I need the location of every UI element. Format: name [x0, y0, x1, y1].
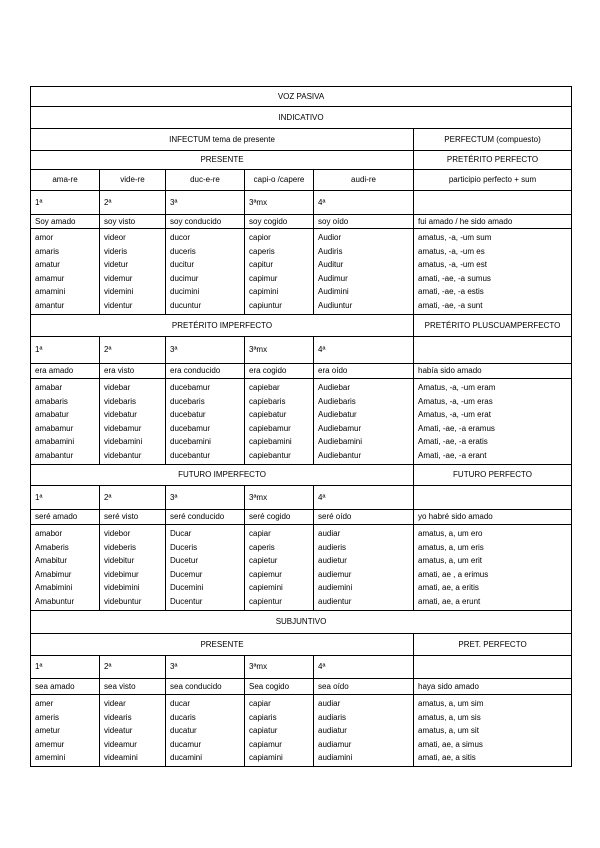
verb-form: audiamur — [318, 739, 352, 749]
forms-column — [245, 229, 314, 315]
perfect-tense-heading: FUTURO PERFECTO — [414, 465, 572, 486]
verb-form: capiebamini — [249, 437, 292, 447]
verb-form: ducamini — [170, 753, 203, 763]
indicativo-row — [31, 107, 572, 129]
conjugation-number: 1ª — [31, 656, 100, 679]
verb-form: Ducemur — [170, 569, 203, 579]
participio-heading: participio perfecto + sum — [414, 170, 572, 191]
forms-column — [100, 695, 166, 767]
page-title: VOZ PASIVA — [31, 87, 572, 107]
conjugation-number: 3ª — [166, 656, 245, 679]
translation-cell: sea amado — [31, 679, 100, 695]
translation-cell: sea visto — [100, 679, 166, 695]
verb-form: videbantur — [104, 450, 142, 460]
verb-form: Audiebar — [318, 383, 351, 392]
translation-cell: soy oído — [314, 215, 414, 229]
verb-form: amemur — [35, 739, 65, 749]
verb-form: Audiuntur — [318, 300, 353, 310]
empty-cell — [414, 191, 572, 215]
verb-form: videntur — [104, 300, 133, 310]
translation-row — [31, 364, 572, 379]
forms-column — [166, 379, 245, 465]
translation-cell: era visto — [100, 364, 166, 379]
verb-form: capiebar — [249, 383, 280, 392]
empty-cell — [414, 656, 572, 679]
conjugation-number-row — [31, 486, 572, 510]
verb-form: capiar — [249, 529, 271, 538]
translation-cell: Soy amado — [31, 215, 100, 229]
forms-column — [100, 525, 166, 611]
verb-form: ducebamini — [170, 437, 211, 447]
verb-form: Audiebatur — [318, 410, 357, 420]
conjugation-number-row — [31, 656, 572, 679]
conjugation-number: 3ªmx — [245, 486, 314, 510]
conjugation-number: 2ª — [100, 486, 166, 510]
verb-form: amabantur — [35, 450, 74, 460]
conjugation-number: 3ªmx — [245, 656, 314, 679]
verb-form: videamini — [104, 753, 138, 763]
verb-form: ducor — [170, 233, 191, 242]
verb-form: ameris — [35, 712, 60, 722]
verb-form: videor — [104, 233, 126, 242]
verb-form: Ducar — [170, 529, 192, 538]
infectum-heading: INFECTUM tema de presente — [31, 129, 414, 151]
translation-cell: soy conducido — [166, 215, 245, 229]
verb-form: Auditur — [318, 260, 344, 270]
subjuntivo-row — [31, 611, 572, 634]
translation-cell: era amado — [31, 364, 100, 379]
verb-form: amatur — [35, 260, 60, 270]
perfect-tense-heading: PRET. PERFECTO — [414, 634, 572, 656]
verb-form: amantur — [35, 300, 65, 310]
verb-form: Amabimur — [35, 569, 72, 579]
conjugation-number: 3ªmx — [245, 337, 314, 364]
verb-form: capiemini — [249, 583, 283, 593]
verb-form: ducimini — [170, 287, 200, 297]
verb-form: videmur — [104, 273, 133, 283]
verb-form: Amatus, -a, -um erat — [418, 410, 491, 420]
translation-cell: era cogido — [245, 364, 314, 379]
conjugation-number: 3ª — [166, 486, 245, 510]
verb-form: Amatus, -a, -um eram — [418, 383, 496, 392]
verb-form: audiatur — [318, 726, 347, 736]
translation-cell: seré conducido — [166, 510, 245, 525]
forms-row — [31, 695, 572, 767]
verb-form: Amaberis — [35, 542, 69, 552]
verb-form: audietur — [318, 556, 347, 566]
conjugation-number: 4ª — [314, 656, 414, 679]
verb-form: capiebamur — [249, 423, 291, 433]
empty-cell — [414, 486, 572, 510]
verb-form: amatus, -a, -um sum — [418, 233, 492, 242]
conjugation-infinitive: audi-re — [314, 170, 414, 191]
verb-form: caperis — [249, 542, 275, 552]
verb-form: Audiebantur — [318, 450, 362, 460]
verb-form: amabamini — [35, 437, 75, 447]
translation-cell: seré amado — [31, 510, 100, 525]
verb-form: ducatur — [170, 726, 197, 736]
verb-form: videbaris — [104, 396, 137, 406]
verb-form: Audior — [318, 233, 342, 242]
conjugation-number-row — [31, 337, 572, 364]
conjugation-number: 3ª — [166, 337, 245, 364]
conjugation-number: 1ª — [31, 191, 100, 215]
verb-form: Ducentur — [170, 596, 203, 606]
verb-form: amati, -ae, -a sunt — [418, 300, 483, 310]
forms-column — [414, 379, 572, 465]
forms-column — [166, 525, 245, 611]
verb-form: amamini — [35, 287, 66, 297]
verb-form: Audiebamini — [318, 437, 363, 447]
perfect-tense-heading: PRETÉRITO PERFECTO — [414, 151, 572, 170]
verb-form: amatus, a, um sim — [418, 699, 484, 708]
translation-cell: seré cogido — [245, 510, 314, 525]
verb-form: ducebaris — [170, 396, 205, 406]
verb-form: audiar — [318, 529, 341, 538]
section-header-row — [31, 634, 572, 656]
verb-form: amatus, -a, -um es — [418, 246, 485, 256]
verb-form: ducar — [170, 699, 191, 708]
verb-form: Audiebaris — [318, 396, 356, 406]
forms-column — [31, 379, 100, 465]
translation-cell: soy visto — [100, 215, 166, 229]
verb-form: capientur — [249, 596, 282, 606]
verb-form: capiar — [249, 699, 271, 708]
translation-cell: soy cogido — [245, 215, 314, 229]
verb-form: videbitur — [104, 556, 135, 566]
verb-form: ametur — [35, 726, 60, 736]
verb-form: amati, ae, a eritis — [418, 583, 479, 593]
verb-form: videatur — [104, 726, 133, 736]
conjugation-number: 1ª — [31, 486, 100, 510]
forms-column — [245, 695, 314, 767]
mood-heading-subjuntivo: SUBJUNTIVO — [31, 611, 572, 634]
verb-form: amati, ae, a simus — [418, 739, 483, 749]
verb-form: capiemur — [249, 569, 282, 579]
verb-form: amaris — [35, 246, 60, 256]
verb-form: Audiebamur — [318, 423, 362, 433]
verb-form: videbatur — [104, 410, 137, 420]
verb-form: Duceris — [170, 542, 198, 552]
verb-form: amatus, a, um sis — [418, 712, 481, 722]
voz-pasiva-table — [30, 86, 572, 767]
translation-cell: fui amado / he sido amado — [414, 215, 572, 229]
verb-form: amabatur — [35, 410, 69, 420]
verb-form: capiamini — [249, 753, 283, 763]
forms-column — [100, 229, 166, 315]
translation-row — [31, 215, 572, 229]
verb-form: capiamur — [249, 739, 282, 749]
tense-heading: PRESENTE — [31, 151, 414, 170]
verb-form: ducebatur — [170, 410, 206, 420]
conjugation-infinitive: vide-re — [100, 170, 166, 191]
section-header-row — [31, 315, 572, 337]
verb-form: ducamur — [170, 739, 202, 749]
verb-form: amabamur — [35, 423, 74, 433]
verb-form: Amabimini — [35, 583, 73, 593]
verb-form: capiebantur — [249, 450, 291, 460]
verb-form: amemini — [35, 753, 66, 763]
verb-form: amabaris — [35, 396, 68, 406]
verb-form: amor — [35, 233, 54, 242]
conjugations-row — [31, 170, 572, 191]
verb-form: Audiris — [318, 246, 343, 256]
forms-column — [414, 229, 572, 315]
verb-form: videmini — [104, 287, 134, 297]
verb-form: ducebamur — [170, 423, 211, 433]
conjugation-number: 4ª — [314, 337, 414, 364]
verb-form: audiar — [318, 699, 341, 708]
forms-column — [314, 379, 414, 465]
verb-form: amati, ae, a sitis — [418, 753, 476, 763]
verb-form: capietur — [249, 556, 278, 566]
verb-form: caperis — [249, 246, 275, 256]
verb-form: capimini — [249, 287, 279, 297]
verb-form: videbuntur — [104, 596, 142, 606]
verb-form: videamur — [104, 739, 137, 749]
forms-column — [166, 229, 245, 315]
verb-form: amabar — [35, 383, 63, 392]
verb-form: audieris — [318, 542, 347, 552]
forms-column — [414, 695, 572, 767]
conjugation-number: 4ª — [314, 486, 414, 510]
forms-column — [100, 379, 166, 465]
verb-form: capiebatur — [249, 410, 287, 420]
forms-column — [31, 695, 100, 767]
section-header-row — [31, 151, 572, 170]
forms-column — [166, 695, 245, 767]
verb-form: capiatur — [249, 726, 278, 736]
conjugation-number: 1ª — [31, 337, 100, 364]
verb-form: amatus, -a, -um est — [418, 260, 487, 270]
verb-form: capiaris — [249, 712, 277, 722]
forms-column — [31, 229, 100, 315]
verb-form: amati, ae , a erimus — [418, 569, 489, 579]
perfectum-heading: PERFECTUM (compuesto) — [414, 129, 572, 151]
verb-form: ducebamur — [170, 383, 211, 392]
verb-form: ducebantur — [170, 450, 211, 460]
translation-cell: era oído — [314, 364, 414, 379]
verb-form: amati, -ae, -a sumus — [418, 273, 491, 283]
verb-form: videbor — [104, 529, 131, 538]
translation-row — [31, 510, 572, 525]
conjugation-number: 4ª — [314, 191, 414, 215]
forms-row — [31, 229, 572, 315]
verb-form: videberis — [104, 542, 137, 552]
verb-form: Amabuntur — [35, 596, 75, 606]
verb-form: Audimur — [318, 273, 348, 283]
verb-form: videbimini — [104, 583, 140, 593]
verb-form: amamur — [35, 273, 65, 283]
forms-column — [314, 525, 414, 611]
conjugation-number-row — [31, 191, 572, 215]
conjugation-number: 3ªmx — [245, 191, 314, 215]
conjugation-number: 3ª — [166, 191, 245, 215]
verb-form: capiebaris — [249, 396, 286, 406]
conjugation-number: 2ª — [100, 656, 166, 679]
verb-form: amati, -ae, -a estis — [418, 287, 484, 297]
forms-row — [31, 525, 572, 611]
translation-cell: era conducido — [166, 364, 245, 379]
verb-form: Amati, -ae, -a erant — [418, 450, 487, 460]
translation-cell: seré visto — [100, 510, 166, 525]
verb-form: amatus, a, um ero — [418, 529, 483, 538]
verb-form: amer — [35, 699, 54, 708]
verb-form: audiamini — [318, 753, 353, 763]
verb-form: capimur — [249, 273, 278, 283]
translation-cell: yo habré sido amado — [414, 510, 572, 525]
forms-column — [414, 525, 572, 611]
tense-heading: PRETÉRITO IMPERFECTO — [31, 315, 414, 337]
conjugation-infinitive: duc-e-re — [166, 170, 245, 191]
translation-cell: sea conducido — [166, 679, 245, 695]
verb-form: videar — [104, 699, 126, 708]
conjugation-infinitive: capi-o /capere — [245, 170, 314, 191]
verb-form: ducuntur — [170, 300, 202, 310]
translation-cell: haya sido amado — [414, 679, 572, 695]
forms-column — [245, 525, 314, 611]
translation-cell: Sea cogido — [245, 679, 314, 695]
verb-form: amatus, a, um sit — [418, 726, 479, 736]
verb-form: ducaris — [170, 712, 196, 722]
verb-form: videbar — [104, 383, 131, 392]
perfect-tense-heading: PRETÉRITO PLUSCUAMPERFECTO — [414, 315, 572, 337]
verb-form: audiemur — [318, 569, 352, 579]
verb-form: ducitur — [170, 260, 195, 270]
verb-form: videaris — [104, 712, 132, 722]
verb-form: amati, ae, a erunt — [418, 596, 481, 606]
forms-column — [314, 229, 414, 315]
verb-form: videbimur — [104, 569, 139, 579]
verb-form: Amati, -ae, -a eramus — [418, 423, 495, 433]
translation-cell: sea oído — [314, 679, 414, 695]
verb-form: amatus, a, um eris — [418, 542, 484, 552]
verb-form: videtur — [104, 260, 129, 270]
title-row — [31, 87, 572, 107]
empty-cell — [414, 337, 572, 364]
forms-column — [31, 525, 100, 611]
aspect-row — [31, 129, 572, 151]
tense-heading: PRESENTE — [31, 634, 414, 656]
verb-form: Audimini — [318, 287, 349, 297]
section-header-row — [31, 465, 572, 486]
verb-form: capitur — [249, 260, 274, 270]
conjugation-number: 2ª — [100, 337, 166, 364]
conjugation-number: 2ª — [100, 191, 166, 215]
verb-form: Ducetur — [170, 556, 199, 566]
verb-form: videbamini — [104, 437, 143, 447]
verb-form: amatus, a, um erit — [418, 556, 483, 566]
mood-heading-indicativo: INDICATIVO — [31, 107, 572, 129]
forms-row — [31, 379, 572, 465]
translation-cell: seré oído — [314, 510, 414, 525]
verb-form: Ducemini — [170, 583, 204, 593]
verb-form: Amatus, -a, -um eras — [418, 396, 493, 406]
verb-form: capior — [249, 233, 271, 242]
verb-form: Amati, -ae, -a eratis — [418, 437, 488, 447]
verb-form: amabor — [35, 529, 63, 538]
translation-cell: había sido amado — [414, 364, 572, 379]
verb-form: Amabitur — [35, 556, 68, 566]
verb-form: audiaris — [318, 712, 347, 722]
verb-form: duceris — [170, 246, 196, 256]
verb-form: capiuntur — [249, 300, 282, 310]
translation-row — [31, 679, 572, 695]
forms-column — [245, 379, 314, 465]
verb-form: audientur — [318, 596, 352, 606]
verb-form: videbamur — [104, 423, 142, 433]
forms-column — [314, 695, 414, 767]
verb-form: audiemini — [318, 583, 353, 593]
tense-heading: FUTURO IMPERFECTO — [31, 465, 414, 486]
verb-form: videris — [104, 246, 128, 256]
conjugation-infinitive: ama-re — [31, 170, 100, 191]
verb-form: ducimur — [170, 273, 199, 283]
